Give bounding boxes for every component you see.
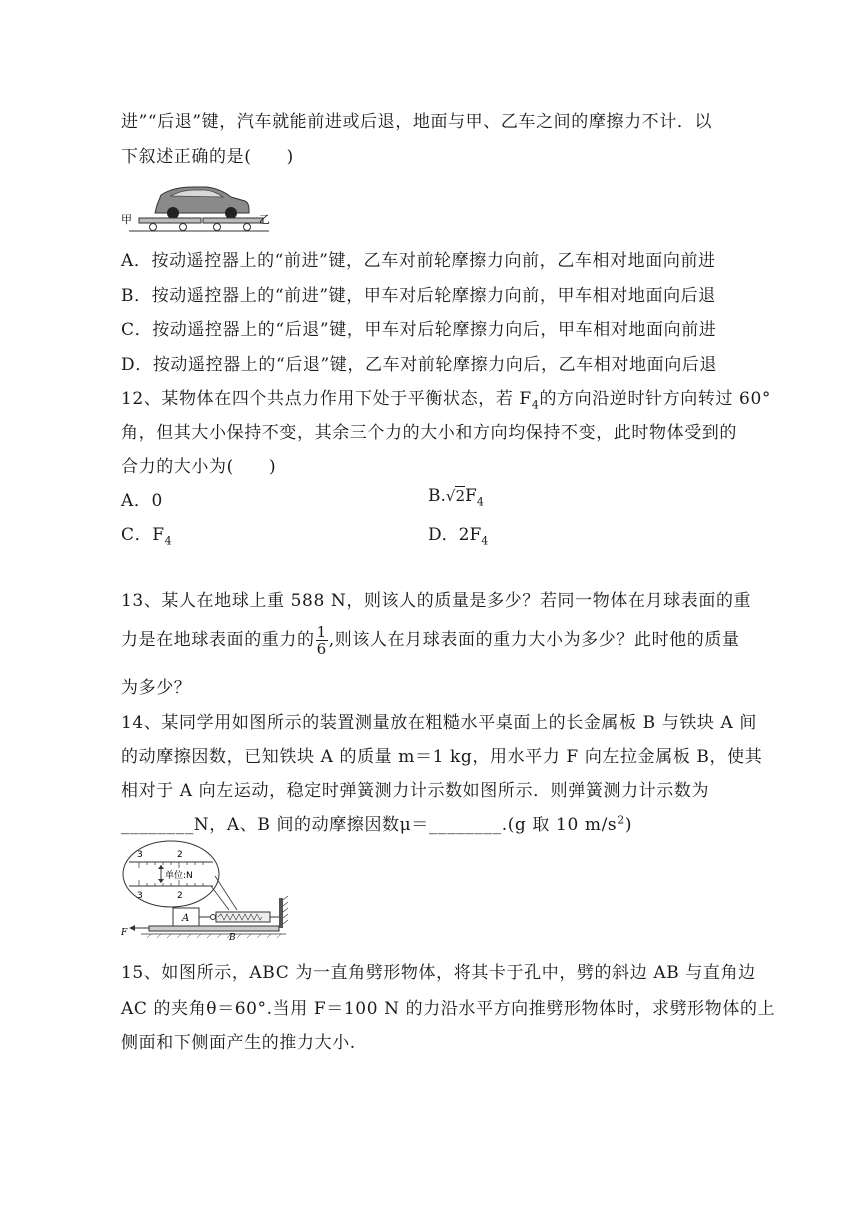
q12-text-line-1: 12、某物体在四个共点力作用下处于平衡状态，若 $F_4$的方向沿逆时针方向转过 60° [121, 389, 771, 412]
callout-line-2 [215, 876, 237, 910]
q12-option-a: A．0 [121, 491, 163, 511]
force-f-label: F [121, 928, 128, 938]
spring-hook [211, 915, 216, 920]
q14-text-line-3: 相对于 A 向左运动，稳定时弹簧测力计示数如图所示．则弹簧测力计示数为 [121, 781, 710, 801]
car-on-carts-figure [121, 183, 271, 235]
wall-hatch [283, 896, 288, 924]
q15-text-line-2: AC 的夹角θ＝60°.当用 F＝100 N 的力沿水平方向推劈形物体时，求劈形物体的上 [121, 999, 776, 1019]
table-hatch [147, 934, 281, 938]
q13-text-line-3: 为多少？ [121, 678, 192, 698]
tick-label-3-top: 3 [137, 850, 143, 860]
q12-text-line-3: 合力的大小为( ) [121, 457, 277, 477]
tick-label-2-bottom: 2 [177, 891, 183, 901]
cart-yi-board [203, 218, 263, 223]
q13-text-line-1: 13、某人在地球上重 588 N，则该人的质量是多少？若同一物体在月球表面的重 [121, 591, 752, 611]
car-front-wheel [225, 207, 237, 219]
unit-label: 单位:N [165, 871, 193, 881]
q14-text-line-2: 的动摩擦因数，已知铁块 A 的质量 m＝1 kg，用水平力 F 向左拉金属板 B，使其 [121, 747, 763, 767]
board-b [149, 926, 279, 931]
car-rear-wheel [167, 207, 179, 219]
spring-scale-apparatus-figure [121, 840, 291, 940]
cart-yi-wheel-left [214, 224, 221, 231]
callout-line-1 [211, 886, 229, 910]
cart-yi-wheel-right [244, 224, 251, 231]
label-yi: 乙 [259, 213, 270, 226]
q11-option-d: D．按动遥控器上的“后退”键，乙车对前轮摩擦力向后，乙车相对地面向后退 [121, 355, 718, 375]
tick-label-2-top: 2 [177, 850, 183, 860]
wall [279, 898, 283, 928]
cart-jia-wheel-left [150, 224, 157, 231]
q15-text-line-1: 15、如图所示，ABC 为一直角劈形物体，将其卡于孔中，劈的斜边 AB 与直角边 [121, 963, 756, 983]
q13-text-line-2: 力是在地球表面的重力的 $\frac{1}{6}$ ,则该人在月球表面的重力大小为多少？此时他的质量 [121, 623, 740, 658]
q12-text-line-2: 角，但其大小保持不变，其余三个力的大小和方向均保持不变，此时物体受到的 [121, 423, 737, 443]
q12-option-d: D．$2F_4$ [428, 525, 489, 548]
q14-text-line-1: 14、某同学用如图所示的装置测量放在粗糙水平桌面上的长金属板 B 与铁块 A 间 [121, 713, 758, 733]
fraction-one-sixth: $\frac{1}{6}$ [316, 623, 327, 658]
q11-option-c: C．按动遥控器上的“后退”键，甲车对后轮摩擦力向后，甲车相对地面向前进 [121, 320, 717, 340]
force-arrow [129, 925, 135, 931]
q12-option-b: $B.√2F_4$ [428, 486, 484, 509]
block-a-label: A [182, 913, 190, 924]
q15-text-line-3: 侧面和下侧面产生的推力大小. [121, 1033, 356, 1053]
q11-text-line-1: 进”“后退”键，汽车就能前进或后退，地面与甲、乙车之间的摩擦力不计．以 [121, 112, 713, 132]
q12-option-c: C．$F_4$ [121, 525, 173, 548]
cart-jia-wheel-right [180, 224, 187, 231]
q14-text-line-4: ________N，A、B 间的动摩擦因数μ＝________.(g 取 10 $m/s^2$) [121, 813, 633, 835]
cart-jia-board [139, 218, 201, 223]
label-jia: 甲 [121, 213, 132, 226]
q11-option-b: B．按动遥控器上的“前进”键，甲车对后轮摩擦力向前，甲车相对地面向后退 [121, 286, 716, 306]
q11-option-a: A．按动遥控器上的“前进”键，乙车对前轮摩擦力向前，乙车相对地面向前进 [121, 251, 716, 271]
board-b-label: B [229, 933, 236, 940]
tick-label-3-bottom: 3 [137, 891, 143, 901]
q11-text-line-2: 下叙述正确的是( ) [121, 147, 294, 167]
